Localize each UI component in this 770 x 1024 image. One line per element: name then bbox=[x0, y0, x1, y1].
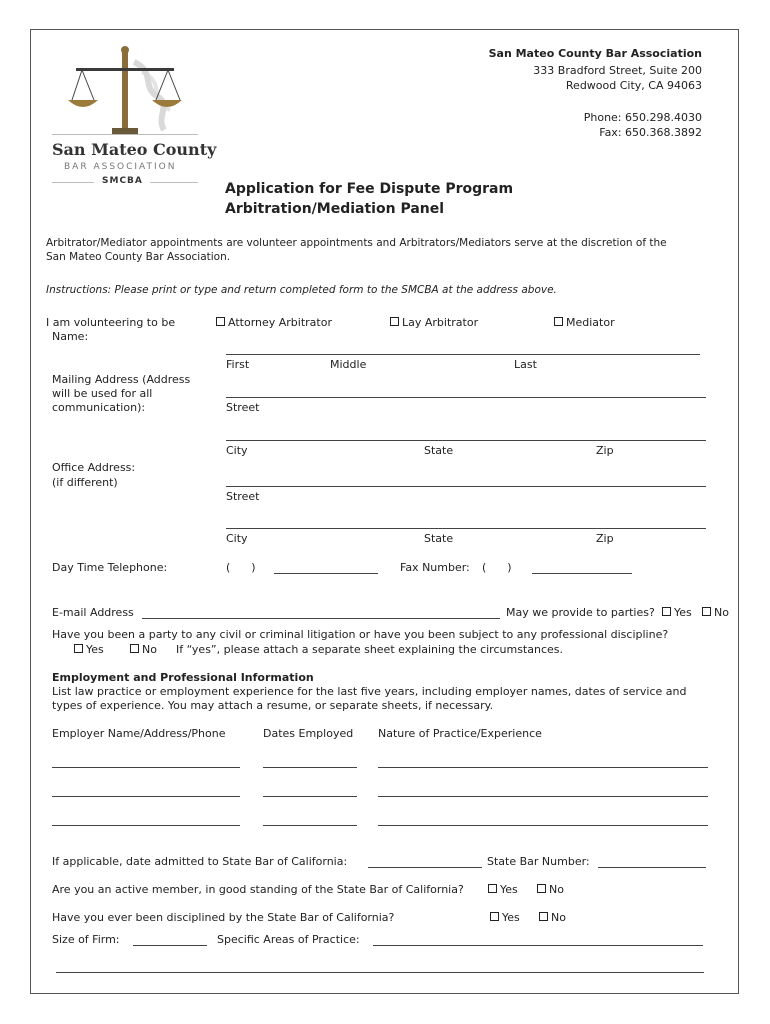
active-member-question: Are you an active member, in good standing of the State Bar of California? bbox=[52, 883, 464, 896]
instructions: Instructions: Please print or type and return completed form to the SMCBA at the address above. bbox=[46, 284, 557, 296]
checkbox-icon[interactable] bbox=[216, 317, 225, 326]
checkbox-icon[interactable] bbox=[130, 644, 139, 653]
office-street-caption: Street bbox=[226, 490, 260, 503]
email-share-yes[interactable] bbox=[662, 606, 692, 620]
mediator-label: Mediator bbox=[566, 316, 615, 329]
mailing-label-3: communication): bbox=[52, 401, 146, 414]
mailing-street-field[interactable] bbox=[226, 397, 706, 398]
mailing-state-caption: State bbox=[424, 444, 454, 457]
checkbox-icon[interactable] bbox=[539, 912, 548, 921]
employer-field[interactable] bbox=[52, 796, 240, 797]
firm-size-label: Size of Firm: bbox=[52, 933, 120, 946]
active-member-no-label: No bbox=[549, 883, 564, 896]
checkbox-icon[interactable] bbox=[537, 884, 546, 893]
employer-field[interactable] bbox=[52, 825, 240, 826]
checkbox-icon[interactable] bbox=[390, 317, 399, 326]
intro-line1: Arbitrator/Mediator appointments are volunteer appointments and Arbitrators/Mediators serve at the discretion of the bbox=[46, 237, 667, 249]
firm-size-field[interactable] bbox=[133, 945, 207, 946]
dates-column-header: Dates Employed bbox=[263, 727, 354, 740]
litigation-no[interactable] bbox=[130, 643, 157, 657]
employment-text-1: List law practice or employment experience for the last five years, including employer names, dates of service and bbox=[52, 685, 687, 698]
smcba-logo bbox=[46, 42, 217, 192]
checkbox-icon[interactable] bbox=[702, 607, 711, 616]
email-label: E-mail Address bbox=[52, 606, 134, 619]
mediator-option[interactable] bbox=[554, 316, 615, 330]
email-share-question: May we provide to parties? bbox=[506, 606, 655, 619]
employment-text-2: types of experience. You may attach a resume, or separate sheets, if necessary. bbox=[52, 699, 494, 712]
name-label: Name: bbox=[52, 330, 89, 343]
mailing-label-2: will be used for all bbox=[52, 387, 153, 400]
date-admitted-field[interactable] bbox=[368, 867, 482, 868]
state-bar-number-field[interactable] bbox=[598, 867, 706, 868]
org-fax: Fax: 650.368.3892 bbox=[599, 126, 702, 139]
email-share-no-label: No bbox=[714, 606, 729, 619]
litigation-note: If “yes”, please attach a separate sheet explaining the circumstances. bbox=[176, 643, 563, 656]
office-label-1: Office Address: bbox=[52, 461, 136, 474]
fax-field[interactable] bbox=[532, 573, 632, 574]
disciplined-question: Have you ever been disciplined by the State Bar of California? bbox=[52, 911, 395, 924]
office-street-field[interactable] bbox=[226, 486, 706, 487]
litigation-no-label: No bbox=[142, 643, 157, 656]
mailing-zip-caption: Zip bbox=[596, 444, 614, 457]
mailing-city-field[interactable] bbox=[226, 440, 706, 441]
logo-divider-top bbox=[52, 134, 198, 135]
mailing-city-caption: City bbox=[226, 444, 248, 457]
litigation-question: Have you been a party to any civil or criminal litigation or have you been subject to any professional discipline? bbox=[52, 628, 669, 641]
attorney-arbitrator-label: Attorney Arbitrator bbox=[228, 316, 332, 329]
disciplined-yes[interactable] bbox=[490, 911, 520, 925]
email-field[interactable] bbox=[142, 618, 500, 619]
office-label-2: (if different) bbox=[52, 476, 118, 489]
active-member-no[interactable] bbox=[537, 883, 564, 897]
org-street: 333 Bradford Street, Suite 200 bbox=[533, 64, 702, 77]
logo-divider-left bbox=[52, 182, 94, 183]
mailing-street-caption: Street bbox=[226, 401, 260, 414]
office-city-field[interactable] bbox=[226, 528, 706, 529]
logo-name: San Mateo County bbox=[52, 140, 217, 159]
logo-divider-right bbox=[150, 182, 198, 183]
phone-field[interactable] bbox=[274, 573, 378, 574]
org-phone: Phone: 650.298.4030 bbox=[583, 111, 702, 124]
disciplined-yes-label: Yes bbox=[502, 911, 520, 924]
phone-area-code-parens: ( ) bbox=[226, 561, 256, 574]
litigation-yes[interactable] bbox=[74, 643, 104, 657]
checkbox-icon[interactable] bbox=[490, 912, 499, 921]
name-field[interactable] bbox=[226, 354, 700, 355]
date-admitted-label: If applicable, date admitted to State Bar of California: bbox=[52, 855, 348, 868]
active-member-yes-label: Yes bbox=[500, 883, 518, 896]
checkbox-icon[interactable] bbox=[74, 644, 83, 653]
org-name: San Mateo County Bar Association bbox=[488, 47, 702, 60]
employer-field[interactable] bbox=[52, 767, 240, 768]
disciplined-no-label: No bbox=[551, 911, 566, 924]
scales-of-justice-icon bbox=[46, 42, 206, 142]
fax-area-code-parens: ( ) bbox=[482, 561, 512, 574]
volunteer-label: I am volunteering to be bbox=[46, 316, 176, 329]
checkbox-icon[interactable] bbox=[554, 317, 563, 326]
dates-field[interactable] bbox=[263, 796, 357, 797]
active-member-yes[interactable] bbox=[488, 883, 518, 897]
name-first-caption: First bbox=[226, 358, 250, 371]
office-zip-caption: Zip bbox=[596, 532, 614, 545]
logo-sub2: SMCBA bbox=[102, 176, 143, 186]
lay-arbitrator-option[interactable] bbox=[390, 316, 478, 330]
name-middle-caption: Middle bbox=[330, 358, 367, 371]
practice-areas-label: Specific Areas of Practice: bbox=[217, 933, 360, 946]
form-title-line1: Application for Fee Dispute Program bbox=[225, 181, 514, 197]
nature-field[interactable] bbox=[378, 825, 708, 826]
fax-label: Fax Number: bbox=[400, 561, 470, 574]
intro-line2: San Mateo County Bar Association. bbox=[46, 251, 231, 263]
disciplined-no[interactable] bbox=[539, 911, 566, 925]
checkbox-icon[interactable] bbox=[662, 607, 671, 616]
dates-field[interactable] bbox=[263, 825, 357, 826]
org-city: Redwood City, CA 94063 bbox=[565, 79, 702, 92]
nature-field[interactable] bbox=[378, 767, 708, 768]
dates-field[interactable] bbox=[263, 767, 357, 768]
litigation-yes-label: Yes bbox=[86, 643, 104, 656]
email-share-no[interactable] bbox=[702, 606, 729, 620]
office-city-caption: City bbox=[226, 532, 248, 545]
practice-areas-continuation-field[interactable] bbox=[56, 972, 704, 973]
form-title-line2: Arbitration/Mediation Panel bbox=[225, 201, 445, 217]
email-share-yes-label: Yes bbox=[674, 606, 692, 619]
employer-column-header: Employer Name/Address/Phone bbox=[52, 727, 226, 740]
nature-column-header: Nature of Practice/Experience bbox=[378, 727, 542, 740]
practice-areas-field[interactable] bbox=[373, 945, 703, 946]
attorney-arbitrator-option[interactable] bbox=[216, 316, 332, 330]
logo-sub1: BAR ASSOCIATION bbox=[64, 162, 177, 172]
employment-heading: Employment and Professional Information bbox=[52, 671, 314, 684]
name-last-caption: Last bbox=[514, 358, 537, 371]
checkbox-icon[interactable] bbox=[488, 884, 497, 893]
office-state-caption: State bbox=[424, 532, 454, 545]
lay-arbitrator-label: Lay Arbitrator bbox=[402, 316, 479, 329]
daytime-phone-label: Day Time Telephone: bbox=[52, 561, 168, 574]
state-bar-number-label: State Bar Number: bbox=[487, 855, 590, 868]
mailing-label-1: Mailing Address (Address bbox=[52, 373, 191, 386]
nature-field[interactable] bbox=[378, 796, 708, 797]
